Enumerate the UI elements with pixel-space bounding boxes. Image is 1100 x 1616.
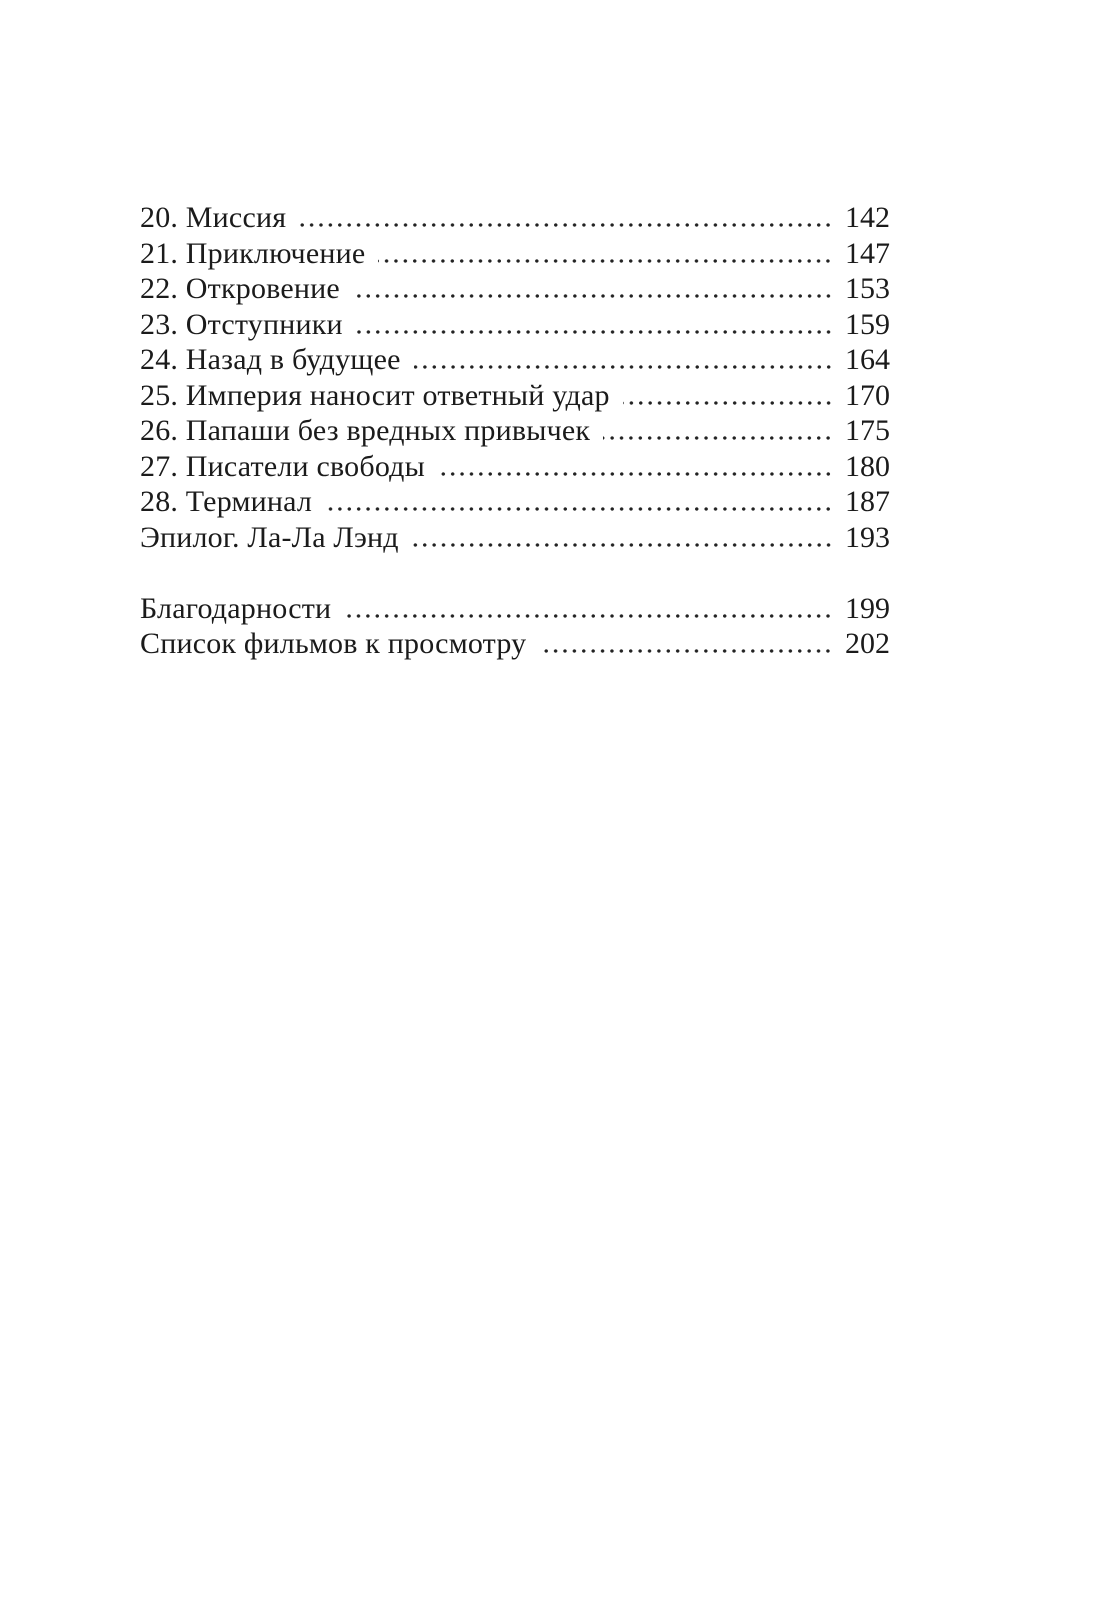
toc-entry xyxy=(140,342,890,378)
toc-entry-label: 22. Откровение xyxy=(140,272,340,305)
dot-leader xyxy=(603,436,833,440)
toc-entry-label: 28. Терминал xyxy=(140,485,313,518)
toc-entry xyxy=(140,307,890,343)
toc-entry-page: 175 xyxy=(845,414,890,447)
dot-leader xyxy=(299,223,833,227)
toc-entry xyxy=(140,271,890,307)
toc-entry-label: 23. Отступники xyxy=(140,307,343,341)
toc-entry xyxy=(140,413,890,449)
toc-entry-label: 26. Папаши без вредных привычек xyxy=(140,414,591,447)
toc-entry-page: 187 xyxy=(845,485,890,518)
toc-entry-label: 25. Империя наносит ответный удар xyxy=(140,378,610,412)
toc-entry-page: 164 xyxy=(845,343,890,376)
toc-entry-page: 180 xyxy=(845,449,890,483)
toc-entry xyxy=(140,520,890,556)
toc-entry-label: 27. Писатели свободы xyxy=(140,449,425,483)
toc-entry-label: Список фильмов к просмотру xyxy=(140,627,527,660)
toc-entry-label: 24. Назад в будущее xyxy=(140,343,401,376)
toc-entry-page: 202 xyxy=(845,627,890,660)
toc-entry xyxy=(140,484,890,520)
dot-leader xyxy=(344,614,833,618)
dot-leader xyxy=(438,472,833,476)
toc-entry xyxy=(140,449,890,485)
toc-entry-page: 199 xyxy=(845,591,890,625)
toc-entry-label: 20. Миссия xyxy=(140,201,287,234)
toc-entry-page: 147 xyxy=(845,236,890,270)
toc-entry-label: 21. Приключение xyxy=(140,236,366,270)
toc-entry-page: 170 xyxy=(845,378,890,412)
dot-leader xyxy=(623,401,833,405)
dot-leader xyxy=(378,259,833,263)
dot-leader xyxy=(414,365,833,369)
toc-entry-page: 153 xyxy=(845,272,890,305)
toc-entry xyxy=(140,378,890,414)
dot-leader xyxy=(353,294,833,298)
toc-entry-page: 193 xyxy=(845,520,890,554)
toc-entry-label: Благодарности xyxy=(140,591,332,625)
toc-entry-label: Эпилог. Ла-Ла Лэнд xyxy=(140,520,399,554)
toc-back-matter-list xyxy=(140,591,890,662)
dot-leader xyxy=(356,330,833,334)
toc-entry xyxy=(140,591,890,627)
toc-entry xyxy=(140,236,890,272)
toc-entry-page: 142 xyxy=(845,201,890,234)
toc-main-list xyxy=(140,200,890,555)
dot-leader xyxy=(539,649,833,653)
dot-leader xyxy=(412,543,833,547)
toc-entry-page: 159 xyxy=(845,307,890,341)
toc-entry xyxy=(140,200,890,236)
table-of-contents xyxy=(140,200,890,662)
dot-leader xyxy=(325,507,833,511)
toc-entry xyxy=(140,626,890,662)
